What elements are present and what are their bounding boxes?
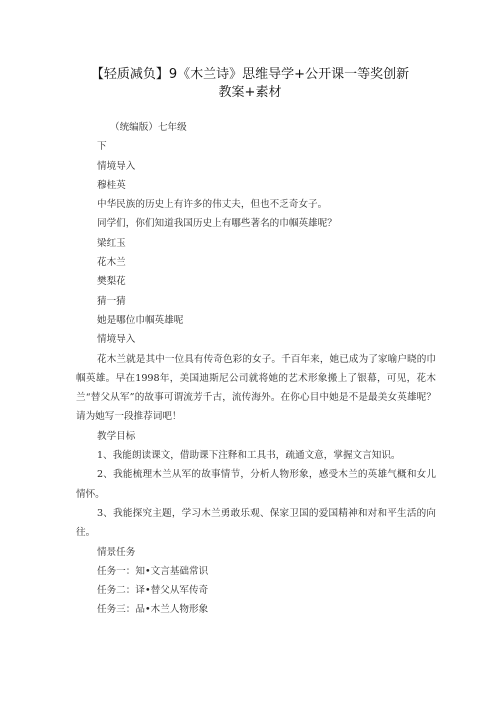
paragraph: 猜一猜 bbox=[97, 295, 126, 307]
paragraph: 穆桂英 bbox=[97, 179, 126, 191]
objective-item: 1、我能朗读课文，借助课下注释和工具书，疏通文意，掌握文言知识。 bbox=[97, 450, 401, 462]
paragraph-mulan-story: 花木兰就是其中一位具有传奇色彩的女子。千百年来，她已成为了家喻户晓的巾帼英雄。早在1998年，美国迪斯尼公司就将她的艺术形象搬上了银幕，可见，花木兰“替父从军”的故事可谓流芳千古，流传海外。在你心目中她是不是最美女英雄呢？请为她写一段推荐词吧！ bbox=[76, 353, 436, 423]
task-item: 任务一：知•文言基础常识 bbox=[97, 565, 209, 577]
section-heading-tasks: 情景任务 bbox=[97, 546, 136, 558]
task-item: 任务三：品•木兰人物形象 bbox=[97, 604, 209, 616]
section-heading-intro-2: 情境导入 bbox=[97, 334, 136, 346]
paragraph: 她是哪位巾帼英雄呢 bbox=[97, 314, 184, 326]
document-body bbox=[76, 118, 436, 620]
paragraph: 同学们，你们知道我国历史上有哪些著名的巾帼英雄呢？ bbox=[97, 218, 337, 230]
section-heading-intro: 情境导入 bbox=[97, 160, 136, 172]
paragraph-edition: （统编版）七年级 bbox=[110, 122, 187, 133]
paragraph: 花木兰 bbox=[97, 257, 126, 269]
paragraph: 梁红玉 bbox=[97, 237, 126, 249]
objective-item: 2、我能梳理木兰从军的故事情节，分析人物形象，感受木兰的英雄气概和女儿情怀。 bbox=[76, 469, 436, 500]
section-heading-objectives: 教学目标 bbox=[97, 430, 136, 442]
task-item: 任务二：译•替父从军传奇 bbox=[97, 585, 209, 597]
objective-item: 3、我能探究主题，学习木兰勇敢乐观、保家卫国的爱国精神和对和平生活的向往。 bbox=[76, 507, 436, 539]
document-title: 【轻质减负】9《木兰诗》思维导学+公开课一等奖创新教案+素材 bbox=[90, 67, 410, 100]
paragraph: 樊梨花 bbox=[97, 276, 126, 288]
paragraph-volume: 下 bbox=[97, 141, 107, 153]
paragraph: 中华民族的历史上有许多的伟丈夫，但也不乏奇女子。 bbox=[97, 199, 328, 211]
